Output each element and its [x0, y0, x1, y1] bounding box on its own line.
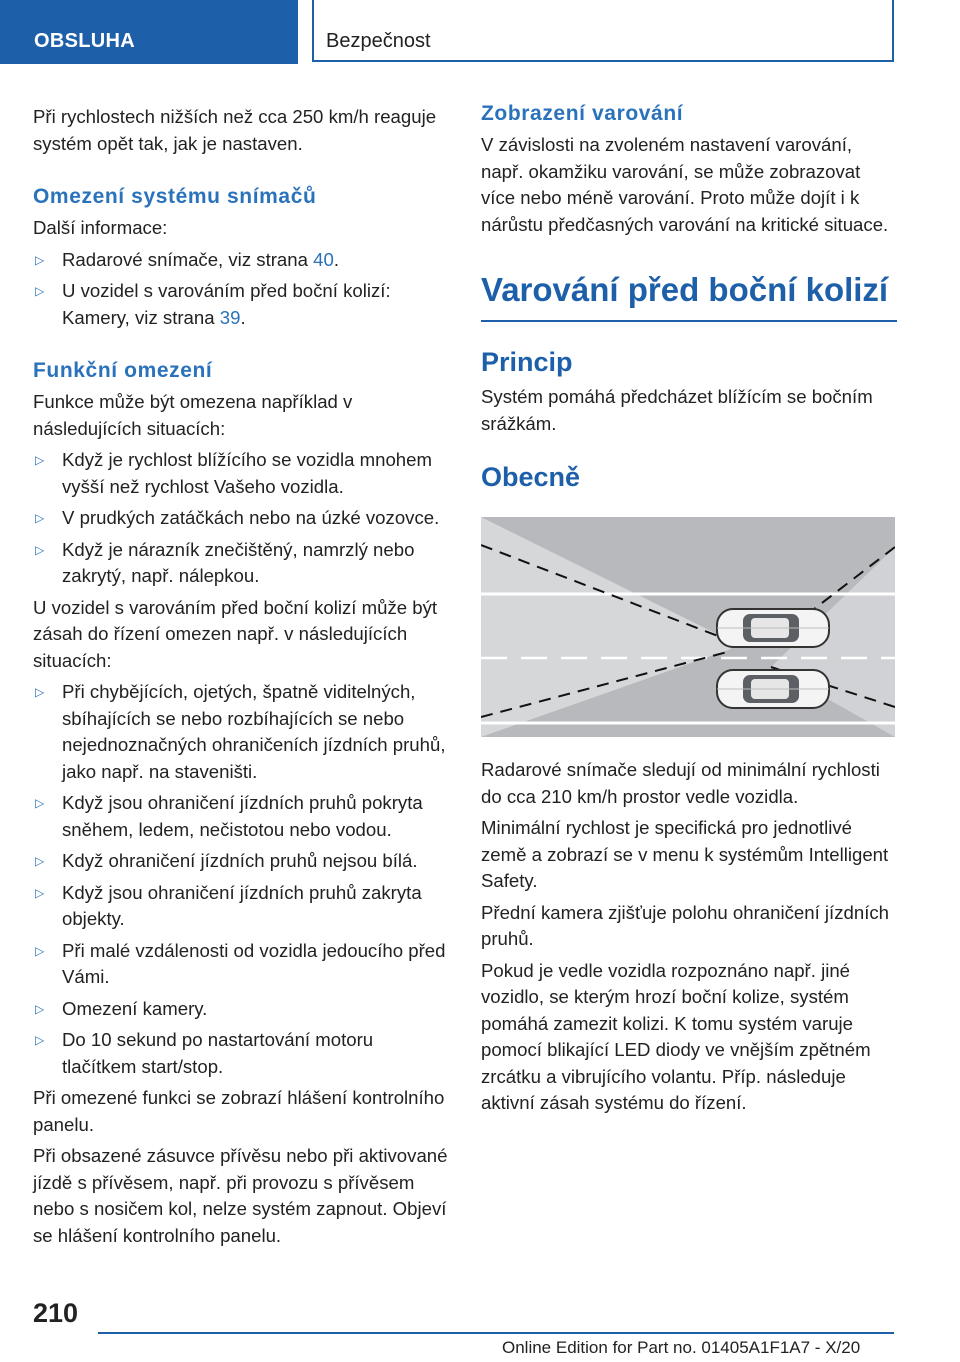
list-item: ▷ Omezení kamery. [33, 996, 451, 1023]
triangle-bullet-icon: ▷ [35, 943, 45, 958]
heading-general: Obecně [481, 462, 581, 492]
general-paragraph: Přední kamera zjišťuje polohu ohraničení jízdních pruhů. [481, 901, 890, 949]
right-column [481, 100, 897, 1122]
general-paragraph: Minimální rychlost je specifická pro jednotlivé země a zobrazí se v menu k systémům Intelligent Safety. [481, 817, 889, 891]
list-item: ▷ Radarové snímače, viz strana 40. [33, 247, 451, 274]
heading-side-collision-warning: Varování před boční kolizí [481, 268, 897, 322]
car-bottom-icon [717, 670, 829, 708]
footer-divider [98, 1332, 894, 1334]
list-item: ▷ Když jsou ohraničení jízdních pruhů zakryta objekty. [35, 881, 422, 929]
triangle-bullet-icon: ▷ [35, 685, 45, 699]
heading-sensor-limits: Omezení systému snímačů [33, 185, 317, 208]
triangle-bullet-icon: ▷ [35, 854, 45, 868]
left-column [33, 104, 451, 1254]
heading-warning-display: Zobrazení varování [481, 102, 684, 125]
side-collision-illustration [481, 517, 895, 737]
chapter-header [312, 0, 894, 62]
list-item: ▷ Když jsou ohraničení jízdních pruhů pokryta sněhem, ledem, nečistotou nebo vodou. [35, 792, 423, 840]
section-tab [0, 0, 298, 64]
triangle-bullet-icon: ▷ [35, 511, 45, 525]
list-item: ▷ Do 10 sekund po nastartování motoru tlačítkem start/stop. [35, 1029, 374, 1077]
list-item: ▷ V prudkých zatáčkách nebo na úzké vozovce. [33, 505, 451, 532]
principle-text: Systém pomáhá předcházet blížícím se bočním srážkám. [481, 386, 873, 434]
heading-principle: Princip [481, 347, 573, 377]
list-item: ▷ Když je nárazník znečištěný, namrzlý nebo zakrytý, např. nálepkou. [35, 538, 415, 586]
general-paragraph: Pokud je vedle vozidla rozpoznáno např. jiné vozidlo, se kterým hrozí boční kolize, systém pomáhá zamezit kolizi. K tomu systém varuje pomocí blikající LED diody ve vnějším zpětném zrcátku a vibrujícího volantu. Příp. následuje aktivní zásah systému do řízení. [481, 959, 871, 1113]
list-item: ▷ Když ohraničení jízdních pruhů nejsou bílá. [33, 848, 451, 875]
list-item: ▷ Při malé vzdálenosti od vozidla jedoucího před Vámi. [35, 939, 446, 987]
triangle-bullet-icon: ▷ [35, 885, 45, 900]
side-collision-list [33, 679, 451, 1080]
side-collision-intro: U vozidel s varováním před boční kolizí může být zásah do řízení omezen např. v následujících situacích: [33, 596, 438, 671]
triangle-bullet-icon: ▷ [35, 252, 45, 267]
more-info-label: Další informace: [33, 217, 168, 238]
warning-display-text: V závislosti na zvoleném nastavení varování, např. okamžiku varování, se může zobrazovat více nebo méně varování. Proto může dojít i k nárůstu předčasných varování na kritické situace. [481, 134, 889, 235]
trailer-paragraph: Při obsazené zásuvce přívěsu nebo při aktivované jízdě s přívěsem, např. při provozu s přívěsem nebo s nosičem kol, nelze systém zapnout. Objeví se hlášení kontrolního panelu. [33, 1145, 448, 1246]
list-item: ▷ Když je rychlost blížícího se vozidla mnohem vyšší než rychlost Vašeho vozidla. [35, 449, 432, 497]
list-item: ▷ U vozidel s varováním před boční kolizí: Kamery, viz strana 39. [35, 280, 391, 328]
page-number: 210 [33, 1298, 79, 1328]
triangle-bullet-icon: ▷ [35, 284, 45, 298]
section-label: OBSLUHA [34, 30, 135, 52]
general-paragraph: Radarové snímače sledují od minimální rychlosti do cca 210 km/h prostor vedle vozidla. [481, 759, 880, 807]
intro-paragraph: Při rychlostech nižších než cca 250 km/h reaguje systém opět tak, jak je nastaven. [33, 106, 437, 154]
triangle-bullet-icon: ▷ [35, 1001, 45, 1016]
triangle-bullet-icon: ▷ [35, 796, 45, 810]
chapter-label: Bezpečnost [326, 30, 431, 52]
edition-label: Online Edition for Part no. 01405A1F1A7 - X/20 [502, 1338, 861, 1357]
page-link-39[interactable]: 39 [219, 306, 241, 328]
car-top-icon [717, 609, 829, 647]
triangle-bullet-icon: ▷ [35, 542, 45, 557]
triangle-bullet-icon: ▷ [35, 1033, 45, 1047]
function-intro: Funkce může být omezena například v následujících situacích: [33, 391, 353, 439]
list-item: ▷ Při chybějících, ojetých, špatně viditelných, sbíhajících se nebo rozbíhajících se nebo nejednoznačných ohraničeních jízdních pruhů, jako např. na staveništi. [35, 681, 446, 782]
reference-list [33, 247, 451, 332]
heading-function-limits: Funkční omezení [33, 359, 213, 382]
triangle-bullet-icon: ▷ [35, 453, 45, 467]
limited-function-paragraph: Při omezené funkci se zobrazí hlášení kontrolního panelu. [33, 1087, 445, 1135]
page-link-40[interactable]: 40 [313, 248, 334, 270]
function-limits-list [33, 447, 451, 590]
